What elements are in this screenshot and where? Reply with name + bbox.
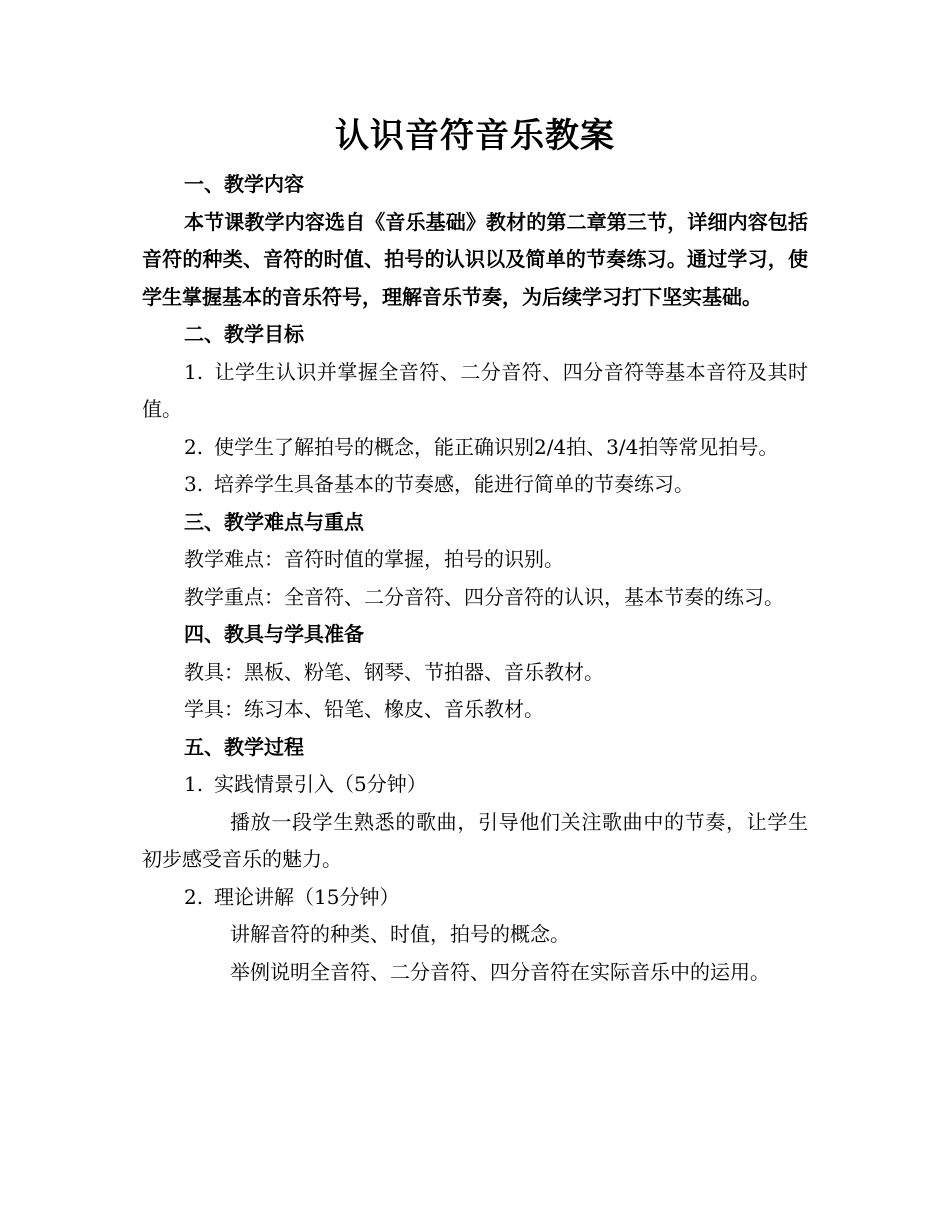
objective-item-3 [142, 466, 808, 504]
section-heading-materials: 四、教具与学具准备 [184, 622, 364, 646]
objective-number: 3. [184, 472, 204, 496]
step-label: 实践情景引入（5分钟） [214, 772, 427, 796]
objective-item-1 [142, 354, 808, 429]
section-heading-difficulties: 三、教学难点与重点 [184, 509, 364, 534]
student-tools-paragraph: 学具：练习本、铅笔、橡皮、音乐教材。 [184, 697, 544, 721]
objective-text: 让学生认识并掌握全音符、二分音符、四分音符等基本音符及其时值。 [142, 359, 808, 421]
document-title: 认识音符音乐教案 [335, 116, 615, 156]
process-step-2 [142, 879, 808, 917]
step-number: 2. [184, 884, 204, 909]
document-page [142, 108, 808, 991]
difficulty-paragraph: 教学难点：音符时值的掌握，拍号的识别。 [184, 547, 564, 571]
objective-item-2 [142, 429, 808, 467]
process-step-1 [142, 766, 808, 804]
step-1-detail: 播放一段学生熟悉的歌曲，引导他们关注歌曲中的节奏，让学生初步感受音乐的魅力。 [142, 809, 808, 871]
section-heading-process: 五、教学过程 [184, 734, 304, 759]
step-number: 1. [184, 772, 204, 796]
objective-number: 2. [184, 434, 204, 459]
focus-paragraph: 教学重点：全音符、二分音符、四分音符的认识，基本节奏的练习。 [184, 584, 784, 609]
step-2-detail-2: 举例说明全音符、二分音符、四分音符在实际音乐中的运用。 [230, 959, 770, 984]
content-paragraph: 本节课教学内容选自《音乐基础》教材的第二章第三节，详细内容包括音符的种类、音符的时值、拍号的认识以及简单的节奏练习。通过学习，使学生掌握基本的音乐符号，理解音乐节奏，为后续学习打下坚实基础。 [142, 209, 808, 309]
step-label: 理论讲解（15分钟） [214, 884, 400, 909]
objective-text: 使学生了解拍号的概念，能正确识别2/4拍、3/4拍等常见拍号。 [214, 434, 779, 459]
teaching-tools-paragraph: 教具：黑板、粉笔、钢琴、节拍器、音乐教材。 [184, 659, 604, 684]
objective-number: 1. [184, 359, 204, 384]
step-2-detail-1: 讲解音符的种类、时值，拍号的概念。 [230, 922, 570, 946]
section-heading-objectives: 二、教学目标 [184, 322, 304, 346]
section-heading-content: 一、教学内容 [184, 172, 304, 196]
objective-text: 培养学生具备基本的节奏感，能进行简单的节奏练习。 [214, 472, 694, 496]
